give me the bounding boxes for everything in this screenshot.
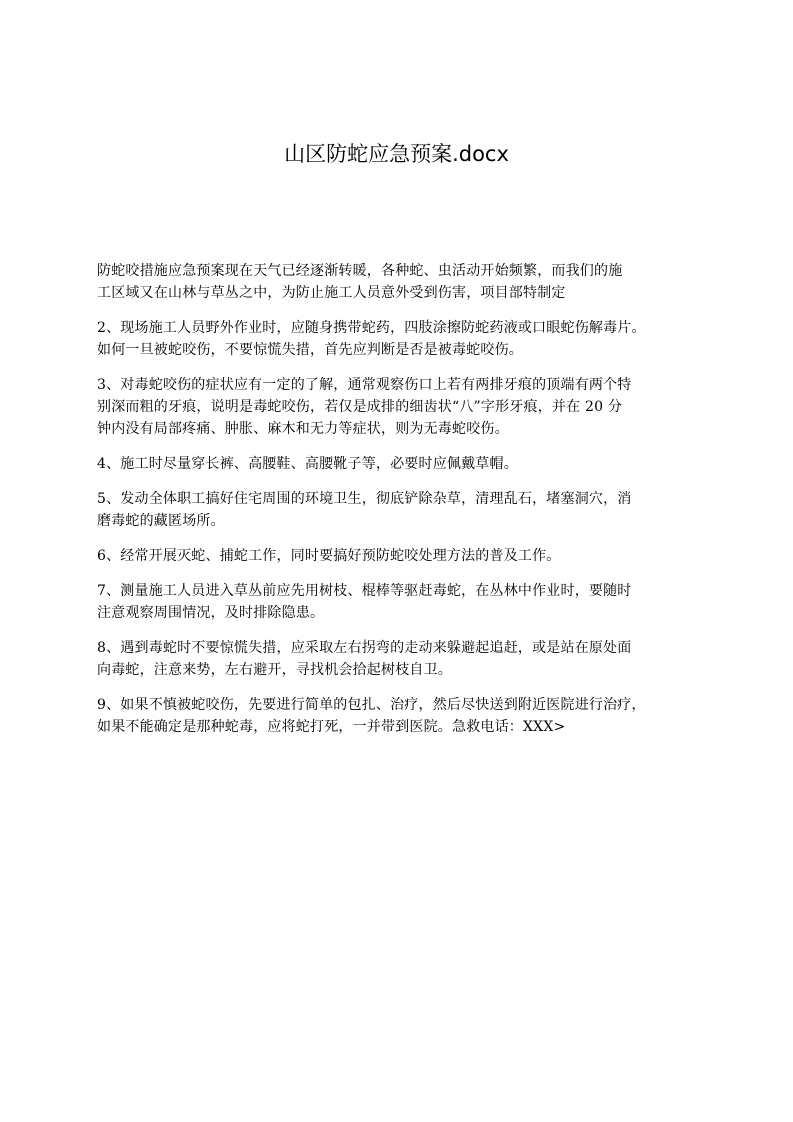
paragraph-item-8: 8、遇到毒蛇时不要惊慌失措，应采取左右拐弯的走动来躲避起追赶，或是站在原处面 向毒蛇，注意来势，左右避开，寻找机会拾起树枝自卫。 [97,640,632,678]
paragraph-intro: 防蛇咬措施应急预案现在天气已经逐渐转暖，各种蛇、虫活动开始频繁，而我们的施 工区域又在山林与草丛之中，为防止施工人员意外受到伤害，项目部特制定 [97,263,623,301]
paragraph-item-9: 9、如果不慎被蛇咬伤，先要进行简单的包扎、治疗，然后尽快送到附近医院进行治疗， 如果不能确定是那种蛇毒，应将蛇打死，一并带到医院。急救电话：XXX> [97,697,646,735]
paragraph-item-5: 5、发动全体职工搞好住宅周围的环境卫生，彻底铲除杂草，清理乱石，堵塞洞穴，消 磨毒蛇的藏匿场所。 [97,491,632,529]
paragraph-item-3: 3、对毒蛇咬伤的症状应有一定的了解，通常观察伤口上若有两排牙痕的顶端有两个特 别深而粗的牙痕，说明是毒蛇咬伤，若仅是成排的细齿状“八”字形牙痕，并在 20 分 钟内没有局部疼痛、肿胀、麻木和无力等症状，则为无毒蛇咬伤。 [97,377,632,437]
document-title: 山区防蛇应急预案.docx [284,142,509,166]
document-body [97,260,702,751]
paragraph-item-4: 4、施工时尽量穿长裤、高腰鞋、高腰靴子等，必要时应佩戴草帽。 [97,456,518,472]
paragraph-item-7: 7、测量施工人员进入草丛前应先用树枝、棍棒等驱赶毒蛇，在丛林中作业时，要随时 注意观察周围情况，及时排除隐患。 [97,583,632,621]
paragraph-item-2: 2、现场施工人员野外作业时，应随身携带蛇药，四肢涂擦防蛇药液或口眼蛇伤解毒片。 如何一旦被蛇咬伤，不要惊慌失措，首先应判断是否是被毒蛇咬伤。 [97,320,646,358]
paragraph-item-6: 6、经常开展灭蛇、捕蛇工作，同时要搞好预防蛇咬处理方法的普及工作。 [97,548,561,564]
